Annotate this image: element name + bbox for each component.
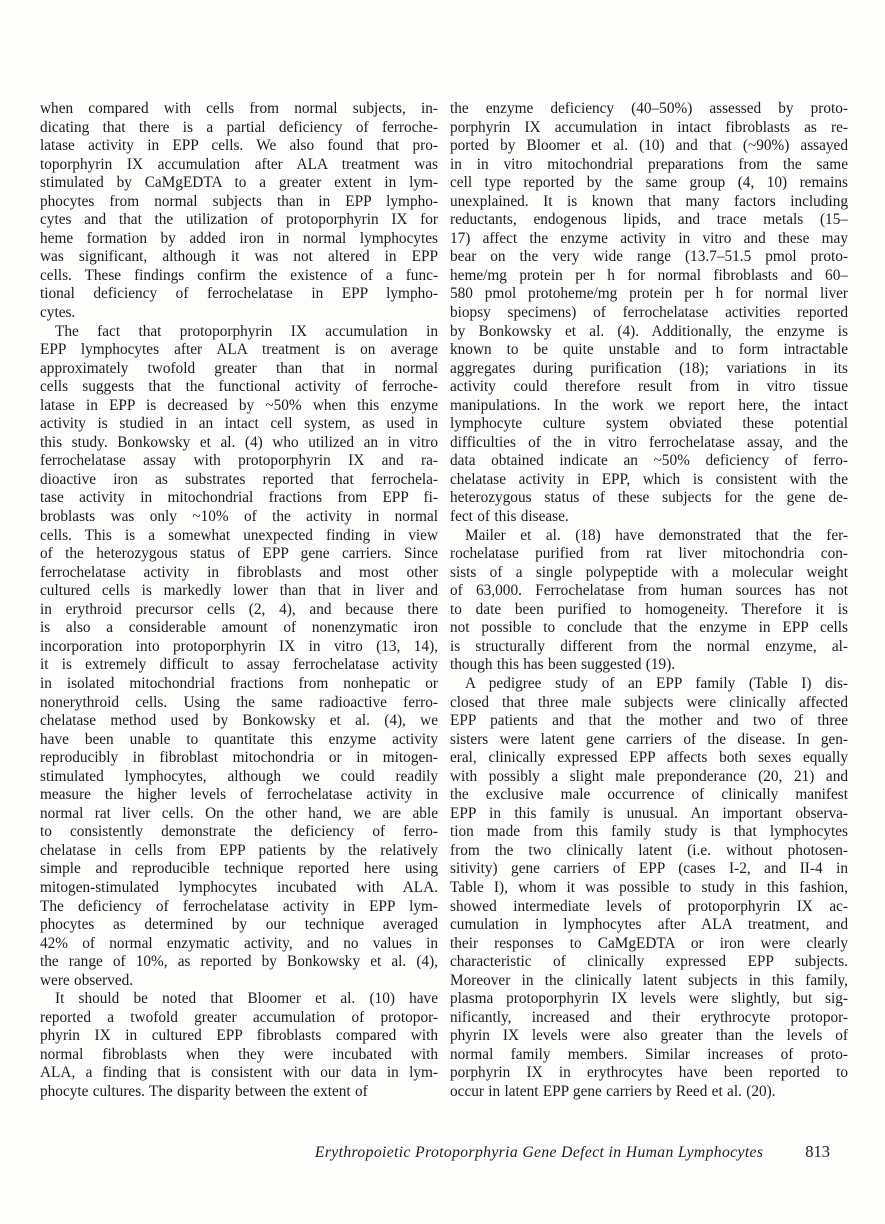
text-line: in erythroid precursor cells (2, 4), and because there (40, 600, 438, 618)
text-columns (40, 100, 848, 1102)
text-line: heme/mg protein per h for normal fibroblasts and 60– (450, 266, 848, 284)
text-line: mitogen-stimulated lymphocytes incubated with ALA. (40, 878, 438, 896)
text-line: phocytes as determined by our technique averaged (40, 916, 438, 934)
text-line: porphyrin IX accumulation in intact fibroblasts as re- (450, 118, 848, 136)
text-line: 17) affect the enzyme activity in vitro and these may (450, 229, 848, 247)
paragraph (40, 323, 438, 991)
text-line: the enzyme deficiency (40–50%) assessed by proto- (450, 100, 848, 117)
text-line: The fact that protoporphyrin IX accumulation in (55, 322, 438, 340)
text-line: cultured cells is markedly lower than that in liver and (40, 582, 438, 600)
text-line: phocytes from normal subjects than in EPP lympho- (40, 192, 438, 210)
text-line: to consistently demonstrate the deficiency of ferro- (40, 823, 438, 841)
text-line: sitivity) gene carriers of EPP (cases I-2, and II-4 in (450, 860, 848, 878)
text-line: latase in EPP is decreased by ~50% when this enzyme (40, 396, 438, 414)
text-line: cumulation in lymphocytes after ALA treatment, and (450, 916, 848, 934)
text-line: aggregates during purification (18); variations in its (450, 359, 848, 377)
text-line: approximately twofold greater than that in normal (40, 359, 438, 377)
text-line: latase activity in EPP cells. We also found that pro- (40, 137, 438, 155)
page-footer (315, 1142, 830, 1162)
text-line: heme formation by added iron in normal lymphocytes (40, 229, 438, 247)
text-line: stimulated lymphocytes, although we could readily (40, 767, 438, 785)
text-line: ALA, a finding that is consistent with our data in lym- (40, 1064, 438, 1082)
text-line: dicating that there is a partial deficiency of ferroche- (40, 118, 438, 136)
text-line: chelatase activity in EPP, which is consistent with the (450, 470, 848, 488)
text-line: EPP lymphocytes after ALA treatment is on average (40, 341, 438, 359)
text-line: difficulties of the in vitro ferrochelatase assay, and the (450, 433, 848, 451)
text-line: measure the higher levels of ferrochelatase activity in (40, 786, 438, 804)
text-line: phyrin IX in cultured EPP fibroblasts compared with (40, 1027, 438, 1045)
text-line: cells. This is a somewhat unexpected finding in view (40, 526, 438, 544)
running-title: Erythropoietic Protoporphyria Gene Defect in Human Lymphocytes (314, 1144, 764, 1161)
text-line: reported a twofold greater accumulation of protopor- (40, 1008, 438, 1026)
text-line: stimulated by CaMgEDTA to a greater extent in lym- (40, 174, 438, 192)
text-line: occur in latent EPP gene carriers by Reed et al. (20). (450, 1082, 776, 1100)
text-line: tion made from this family study is that lymphocytes (450, 823, 848, 841)
text-line: plasma protoporphyrin IX levels were slightly, but sig- (450, 990, 848, 1008)
text-line: of 63,000. Ferrochelatase from human sources has not (450, 582, 848, 600)
text-line: cells. These findings confirm the existence of a func- (40, 266, 438, 284)
text-line: this study. Bonkowsky et al. (4) who utilized an in vitro (40, 433, 438, 451)
text-line: nificantly, increased and their erythrocyte protopor- (450, 1008, 848, 1026)
text-line: were observed. (40, 971, 134, 989)
text-line: the exclusive male occurrence of clinically manifest (450, 786, 848, 804)
text-line: manipulations. In the work we report here, the intact (450, 396, 848, 414)
text-line: EPP in this family is unusual. An important observa- (450, 804, 848, 822)
text-line: from the two clinically latent (i.e. without photosen- (450, 841, 848, 859)
paragraph (450, 675, 848, 1102)
text-line: activity could therefore result from in vitro tissue (450, 378, 848, 396)
text-line: not possible to conclude that the enzyme in EPP cells (450, 619, 848, 637)
left-column (40, 100, 438, 1102)
text-line: by Bonkowsky et al. (4). Additionally, the enzyme is (450, 322, 848, 340)
text-line: tase activity in mitochondrial fractions from EPP fi- (40, 489, 438, 507)
text-line: rochelatase purified from rat liver mitochondria con- (450, 545, 848, 563)
text-line: to date been purified to homogeneity. Therefore it is (450, 600, 848, 618)
text-line: ported by Bloomer et al. (10) and that (~90%) assayed (450, 137, 848, 155)
text-line: bear on the very wide range (13.7–51.5 pmol proto- (450, 248, 848, 266)
text-line: lymphocyte culture system obviated these potential (450, 415, 848, 433)
text-line: known to be quite unstable and to form intractable (450, 341, 848, 359)
text-line: nonerythroid cells. Using the same radioactive ferro- (40, 693, 438, 711)
text-line: of the heterozygous status of EPP gene carriers. Since (40, 545, 438, 563)
text-line: 580 pmol protoheme/mg protein per h for normal liver (450, 285, 848, 303)
text-line: porphyrin IX in erythrocytes have been reported to (450, 1064, 848, 1082)
text-line: heterozygous status of these subjects for the gene de- (450, 489, 848, 507)
text-line: normal fibroblasts when they were incubated with (40, 1045, 438, 1063)
text-line: characteristic of clinically expressed EPP subjects. (450, 953, 848, 971)
text-line: A pedigree study of an EPP family (Table I) dis- (465, 674, 848, 692)
text-line: data obtained indicate an ~50% deficiency of ferro- (450, 452, 848, 470)
right-column (450, 100, 848, 1102)
text-line: unexplained. It is known that many factors including (450, 192, 848, 210)
text-line: eral, clinically expressed EPP affects both sexes equally (450, 749, 848, 767)
text-line: cytes and that the utilization of protoporphyrin IX for (40, 211, 438, 229)
text-line: chelatase method used by Bonkowsky et al. (4), we (40, 712, 438, 730)
text-line: closed that three male subjects were clinically affected (450, 693, 848, 711)
text-line: normal rat liver cells. On the other hand, we are able (40, 804, 438, 822)
text-line: cell type reported by the same group (4, 10) remains (450, 174, 848, 192)
paragraph (40, 100, 438, 323)
text-line: ferrochelatase activity in fibroblasts and most other (40, 563, 438, 581)
text-line: biopsy specimens) of ferrochelatase activities reported (450, 304, 848, 322)
text-line: incorporation into protoporphyrin IX in vitro (13, 14), (40, 637, 438, 655)
text-line: was significant, although it was not altered in EPP (40, 248, 438, 266)
text-line: reductants, endogenous lipids, and trace metals (15– (450, 211, 848, 229)
text-line: Mailer et al. (18) have demonstrated that the fer- (465, 526, 848, 544)
text-line: phocyte cultures. The disparity between the extent of (40, 1082, 368, 1100)
text-line: fect of this disease. (450, 508, 569, 526)
text-line: toporphyrin IX accumulation after ALA treatment was (40, 155, 438, 173)
text-line: cells suggests that the functional activity of ferroche- (40, 378, 438, 396)
text-line: activity is studied in an intact cell system, as used in (40, 415, 438, 433)
text-line: tional deficiency of ferrochelatase in EPP lympho- (40, 285, 438, 303)
paragraph (450, 100, 848, 527)
paragraph (40, 990, 438, 1101)
text-line: phyrin IX levels were also greater than the levels of (450, 1027, 848, 1045)
paragraph (450, 527, 848, 675)
text-line: is structurally different from the normal enzyme, al- (450, 637, 848, 655)
text-line: their responses to CaMgEDTA or iron were clearly (450, 934, 848, 952)
text-line: have been unable to quantitate this enzyme activity (40, 730, 438, 748)
text-line: Table I), whom it was possible to study in this fashion, (450, 878, 848, 896)
text-line: 42% of normal enzymatic activity, and no values in (40, 934, 438, 952)
text-line: sists of a single polypeptide with a molecular weight (450, 563, 848, 581)
text-line: with possibly a slight male preponderance (20, 21) and (450, 767, 848, 785)
text-line: dioactive iron as substrates reported that ferrochela- (40, 470, 438, 488)
text-line: is also a considerable amount of nonenzymatic iron (40, 619, 438, 637)
text-line: when compared with cells from normal subjects, in- (40, 100, 438, 117)
text-line: It should be noted that Bloomer et al. (10) have (55, 990, 438, 1008)
text-line: in isolated mitochondrial fractions from nonhepatic or (40, 674, 438, 692)
text-line: though this has been suggested (19). (450, 656, 676, 674)
page-number: 813 (805, 1142, 830, 1161)
text-line: cytes. (40, 304, 76, 322)
text-line: sisters were latent gene carriers of the disease. In gen- (450, 730, 848, 748)
text-line: the range of 10%, as reported by Bonkowsky et al. (4), (40, 953, 438, 971)
text-line: in in vitro mitochondrial preparations from the same (450, 155, 848, 173)
text-line: reproducibly in fibroblast mitochondria or in mitogen- (40, 749, 438, 767)
text-line: EPP patients and that the mother and two of three (450, 712, 848, 730)
text-line: showed intermediate levels of protoporphyrin IX ac- (450, 897, 848, 915)
text-line: it is extremely difficult to assay ferrochelatase activity (40, 656, 438, 674)
text-line: simple and reproducible technique reported here using (40, 860, 438, 878)
text-line: normal family members. Similar increases of proto- (450, 1045, 848, 1063)
text-line: The deficiency of ferrochelatase activity in EPP lym- (40, 897, 438, 915)
text-line: chelatase in cells from EPP patients by the relatively (40, 841, 438, 859)
text-line: ferrochelatase assay with protoporphyrin IX and ra- (40, 452, 438, 470)
text-line: broblasts was only ~10% of the activity in normal (40, 508, 438, 526)
text-line: Moreover in the clinically latent subjects in this family, (450, 971, 848, 989)
